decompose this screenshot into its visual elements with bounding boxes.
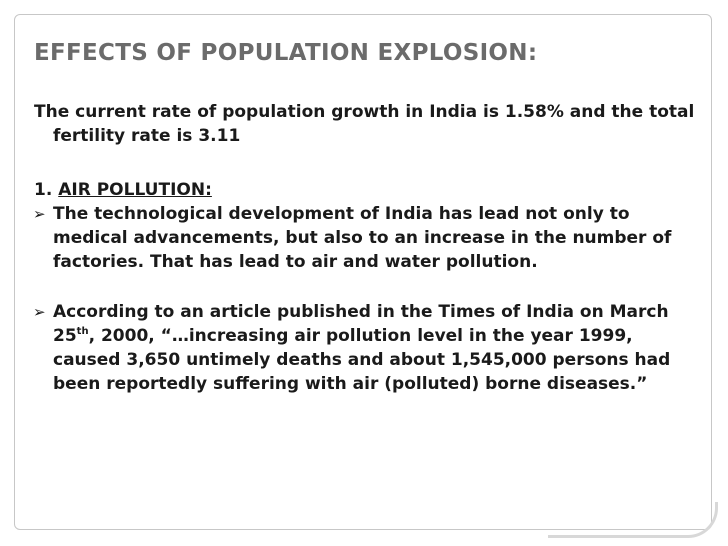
bullet-item — [34, 202, 699, 274]
arrow-bullet-icon: ➢ — [33, 205, 46, 223]
slide-body — [34, 100, 699, 396]
bullet-text-part: According to an article published in the Times of India on March 25 — [53, 302, 669, 346]
slide-title: EFFECTS OF POPULATION EXPLOSION: — [34, 40, 538, 66]
ordinal-superscript: th — [76, 326, 89, 337]
page-curl-decoration — [548, 502, 718, 538]
arrow-bullet-icon: ➢ — [33, 303, 46, 321]
section-heading-text: AIR POLLUTION: — [58, 180, 212, 200]
section-number: 1. — [34, 180, 53, 200]
bullet-list — [34, 202, 699, 396]
bullet-text-part: , 2000, “…increasing air pollution level in the year 1999, caused 3,650 untimely deaths and about 1,545,000 persons had been reportedly suffering with air (polluted) borne diseases.” — [53, 326, 671, 394]
bullet-item — [34, 300, 699, 396]
section-heading — [34, 178, 699, 202]
bullet-text: The technological development of India has lead not only to medical advancements, but also to an increase in the number of factories. That has lead to air and water pollution. — [53, 204, 672, 272]
intro-paragraph: The current rate of population growth in India is 1.58% and the total fertility rate is 3.11 — [34, 102, 695, 146]
